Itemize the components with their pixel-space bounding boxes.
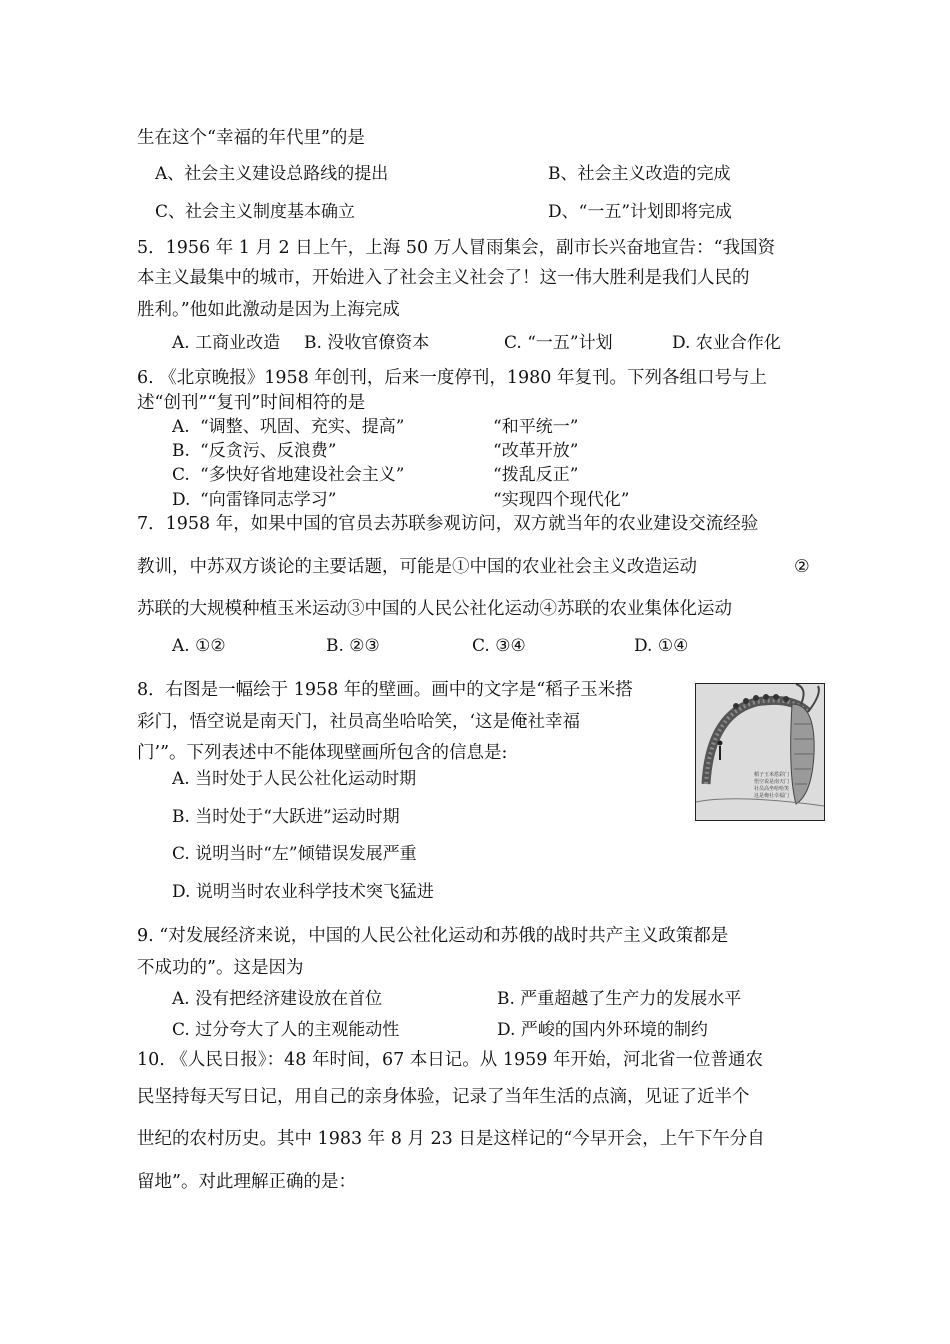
q5-option-c: C. “一五”计划 — [504, 333, 613, 353]
q4-stem-end: 生在这个“幸福的年代里”的是 — [137, 128, 365, 148]
q5-stem-line3: 胜利。”他如此激动是因为上海完成 — [137, 300, 400, 320]
q9-option-c: C. 过分夸大了人的主观能动性 — [172, 1020, 400, 1040]
q7-option-d: D. ①④ — [634, 636, 689, 656]
q7-stem-line3: 苏联的大规模种植玉米运动③中国的人民公社化运动④苏联的农业集体化运动 — [137, 599, 732, 619]
q7-option-a: A. ①② — [172, 636, 226, 656]
q6-option-b-label: B. — [172, 441, 190, 461]
q4-option-a: A、社会主义建设总路线的提出 — [155, 164, 389, 184]
q8-stem-line2: 彩门，悟空说是南天门，社员高坐哈哈笑，‘这是俺社幸福 — [137, 712, 581, 732]
q6-option-b-left: “反贪污、反浪费” — [200, 441, 337, 461]
mural-image — [695, 683, 825, 821]
q6-option-d-left: “向雷锋同志学习” — [200, 490, 337, 510]
q6-stem-line1: 6. 《北京晚报》1958 年创刊，后来一度停刊，1980 年复刊。下列各组口号与上 — [137, 368, 767, 388]
q6-option-c-left: “多快好省地建设社会主义” — [200, 465, 405, 485]
q5-stem-line1: 5．1956 年 1 月 2 日上午，上海 50 万人冒雨集会，副市长兴奋地宣告：“我国资 — [137, 238, 776, 258]
q5-stem-line2: 本主义最集中的城市，开始进入了社会主义社会了！这一伟大胜利是我们人民的 — [137, 268, 750, 288]
q10-stem-line1: 10. 《人民日报》：48 年时间，67 本日记。从 1959 年开始，河北省一位普通农 — [137, 1050, 763, 1070]
q9-option-b: B. 严重超越了生产力的发展水平 — [497, 989, 742, 1009]
q6-option-c-right: “拨乱反正” — [493, 465, 579, 485]
q8-stem-line3: 门’”。下列表述中不能体现壁画所包含的信息是: — [137, 743, 508, 763]
q7-stem-line2: 教训，中苏双方谈论的主要话题，可能是①中国的农业社会主义改造运动 — [137, 557, 697, 577]
q7-stem-line2-end: ② — [794, 557, 810, 577]
q6-option-d-label: D. — [172, 490, 191, 510]
q6-stem-line2: 述“创刊”“复刊”时间相符的是 — [137, 393, 366, 413]
q6-option-c-label: C. — [172, 465, 190, 485]
q8-option-c: C. 说明当时“左”倾错误发展严重 — [172, 844, 417, 864]
q4-option-b: B、社会主义改造的完成 — [548, 164, 731, 184]
q5-option-b: B. 没收官僚资本 — [304, 333, 430, 353]
q9-option-a: A. 没有把经济建设放在首位 — [172, 989, 383, 1009]
q6-option-d-right: “实现四个现代化” — [493, 490, 630, 510]
q9-stem-line2: 不成功的”。这是因为 — [137, 958, 304, 978]
q8-option-b: B. 当时处于“大跃进”运动时期 — [172, 807, 400, 827]
q9-option-d: D. 严峻的国内外环境的制约 — [497, 1020, 708, 1040]
q7-option-c: C. ③④ — [472, 636, 526, 656]
q6-option-b-right: “改革开放” — [493, 441, 579, 461]
q6-option-a-right: “和平统一” — [493, 417, 579, 437]
q5-option-d: D. 农业合作化 — [672, 333, 781, 353]
q4-option-d: D、“一五”计划即将完成 — [548, 202, 733, 222]
q7-stem-line1: 7．1958 年，如果中国的官员去苏联参观访问，双方就当年的农业建设交流经验 — [137, 514, 759, 534]
q10-stem-line2: 民坚持每天写日记，用自己的亲身体验，记录了当年生活的点滴，见证了近半个 — [137, 1087, 750, 1107]
q8-option-a: A. 当时处于人民公社化运动时期 — [172, 769, 417, 789]
q8-option-d: D. 说明当时农业科学技术突飞猛进 — [172, 882, 434, 902]
q5-option-a: A. 工商业改造 — [172, 333, 281, 353]
q9-stem-line1: 9. “对发展经济来说，中国的人民公社化运动和苏俄的战时共产主义政策都是 — [137, 926, 729, 946]
q10-stem-line4: 留地”。对此理解正确的是： — [137, 1172, 356, 1192]
q7-option-b: B. ②③ — [326, 636, 380, 656]
q10-stem-line3: 世纪的农村历史。其中 1983 年 8 月 23 日是这样记的“今早开会，上午下午分自 — [137, 1129, 765, 1149]
mural-caption: 稻子玉米搭彩门 悟空说是南天门 社员高坐哈哈笑 这是俺社幸福门 — [754, 772, 790, 799]
q6-option-a-left: “调整、巩固、充实、提高” — [200, 417, 405, 437]
q8-stem-line1: 8．右图是一幅绘于 1958 年的壁画。画中的文字是“稻子玉米搭 — [137, 680, 633, 700]
q4-option-c: C、社会主义制度基本确立 — [155, 202, 356, 222]
q6-option-a-label: A. — [172, 417, 190, 437]
